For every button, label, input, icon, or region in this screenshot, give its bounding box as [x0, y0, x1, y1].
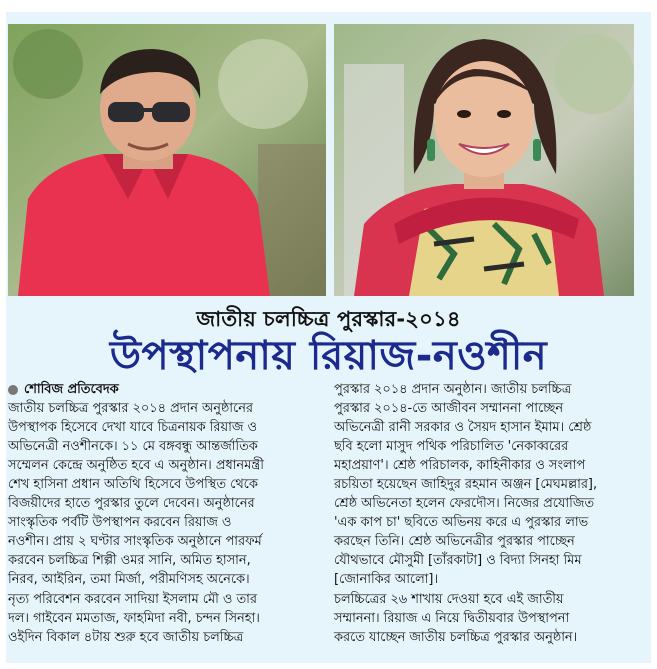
text-line: শ্রেষ্ঠ অভিনেতা হলেন ফেরদৌস। নিজের প্রযোজিত — [334, 496, 595, 512]
text-line: নিরব, আইরিন, তমা মির্জা, পরীমণিসহ অনেকে। — [8, 572, 250, 588]
text-line: শেখ হাসিনা প্রধান অতিথি হিসেবে উপস্থিত থেকে — [8, 477, 258, 493]
text-line: পুরস্কার ২০১৪-তে আজীবন সম্মাননা পাচ্ছেন — [334, 401, 564, 417]
text-line: রচয়িতা হয়েছেন জাহিদুর রহমান অঞ্জন [মেঘমল্লার], — [334, 477, 598, 493]
text-line: পুরস্কার ২০১৪ প্রদান অনুষ্ঠান। জাতীয় চলচ্চিত্র — [334, 382, 572, 397]
text-line: ওইদিন বিকাল ৪টায় শুরু হবে জাতীয় চলচ্চিত্র — [8, 629, 244, 645]
text-line: নৃত্য পরিবেশন করবেন সাদিয়া ইসলাম মৌ ও তার — [8, 591, 257, 607]
photo-naushin — [334, 24, 634, 296]
text-line: জাতীয় চলচ্চিত্র পুরস্কার ২০১৪ প্রদান অনুষ্ঠানের — [8, 401, 254, 417]
photo-riaz-graphic — [8, 24, 326, 296]
photo-naushin-graphic — [334, 24, 634, 296]
text-line: দল। গাইবেন মমতাজ, ফাহমিদা নবী, চন্দন সিনহা। — [8, 610, 260, 626]
text-line: যৌথভাবে মৌসুমী [তাঁরকাটা] ও বিদ্যা সিনহা মিম — [334, 553, 582, 569]
text-line: করতে যাচ্ছেন জাতীয় চলচ্চিত্র পুরস্কার অনুষ্ঠান। — [334, 629, 578, 645]
text-line: 'এক কাপ চা' ছবিতে অভিনয় করে এ পুরস্কার লাভ — [334, 515, 589, 531]
text-line: বিজয়ীদের হাতে পুরস্কার তুলে দেবেন। অনুষ্ঠানের — [8, 496, 255, 512]
kicker-title: জাতীয় চলচ্চিত্র পুরস্কার-২০১৪ — [196, 307, 461, 331]
text-line: করবেন চলচ্চিত্র শিল্পী ওমর সানি, অমিত হাসান, — [8, 553, 251, 569]
text-line: উপস্থাপক হিসেবে দেখা যাবে চিত্রনায়ক রিয়াজ ও — [8, 420, 257, 436]
byline-text: শোবিজ প্রতিবেদক — [24, 382, 119, 397]
byline — [8, 380, 324, 399]
text-line: সাংস্কৃতিক পর্বটি উপস্থাপন করবেন রিয়াজ ও — [8, 515, 232, 531]
text-line: নওশীন। প্রায় ২ ঘণ্টার সাংস্কৃতিক অনুষ্ঠানে পারফর্ম — [8, 534, 262, 550]
text-line: ছবি হলো মাসুদ পথিক পরিচালিত 'নেকাব্বরের — [334, 439, 569, 455]
text-line: মহাপ্রয়াণ'। শ্রেষ্ঠ পরিচালক, কাহিনীকার ও সংলাপ — [334, 458, 586, 474]
article-column-right — [334, 380, 634, 647]
headline: উপস্থাপনায় রিয়াজ-নওশীন — [109, 333, 548, 379]
photo-riaz — [8, 24, 326, 296]
text-line: সম্মাননা। রিয়াজ এ নিয়ে দ্বিতীয়বার উপস্থাপনা — [334, 610, 570, 626]
text-line: চলচ্চিত্রের ২৬ শাখায় দেওয়া হবে এই জাতীয় — [334, 591, 564, 607]
text-line: সম্মেলন কেন্দ্রে অনুষ্ঠিত হবে এ অনুষ্ঠান। প্রধানমন্ত্রী — [8, 458, 264, 474]
article-column-left — [8, 380, 324, 647]
text-line: করছেন তিনি। শ্রেষ্ঠ অভিনেত্রীর পুরস্কার পাচ্ছেন — [334, 534, 575, 550]
text-line: [জোনাকির আলো]। — [334, 572, 439, 588]
text-line: অভিনেত্রী নওশীনকে। ১১ মে বঙ্গবন্ধু আন্তর্জাতিক — [8, 439, 258, 455]
text-line: অভিনেত্রী রানী সরকার ও সৈয়দ হাসান ইমাম। শ্রেষ্ঠ — [334, 420, 592, 436]
bullet-icon — [8, 385, 18, 395]
